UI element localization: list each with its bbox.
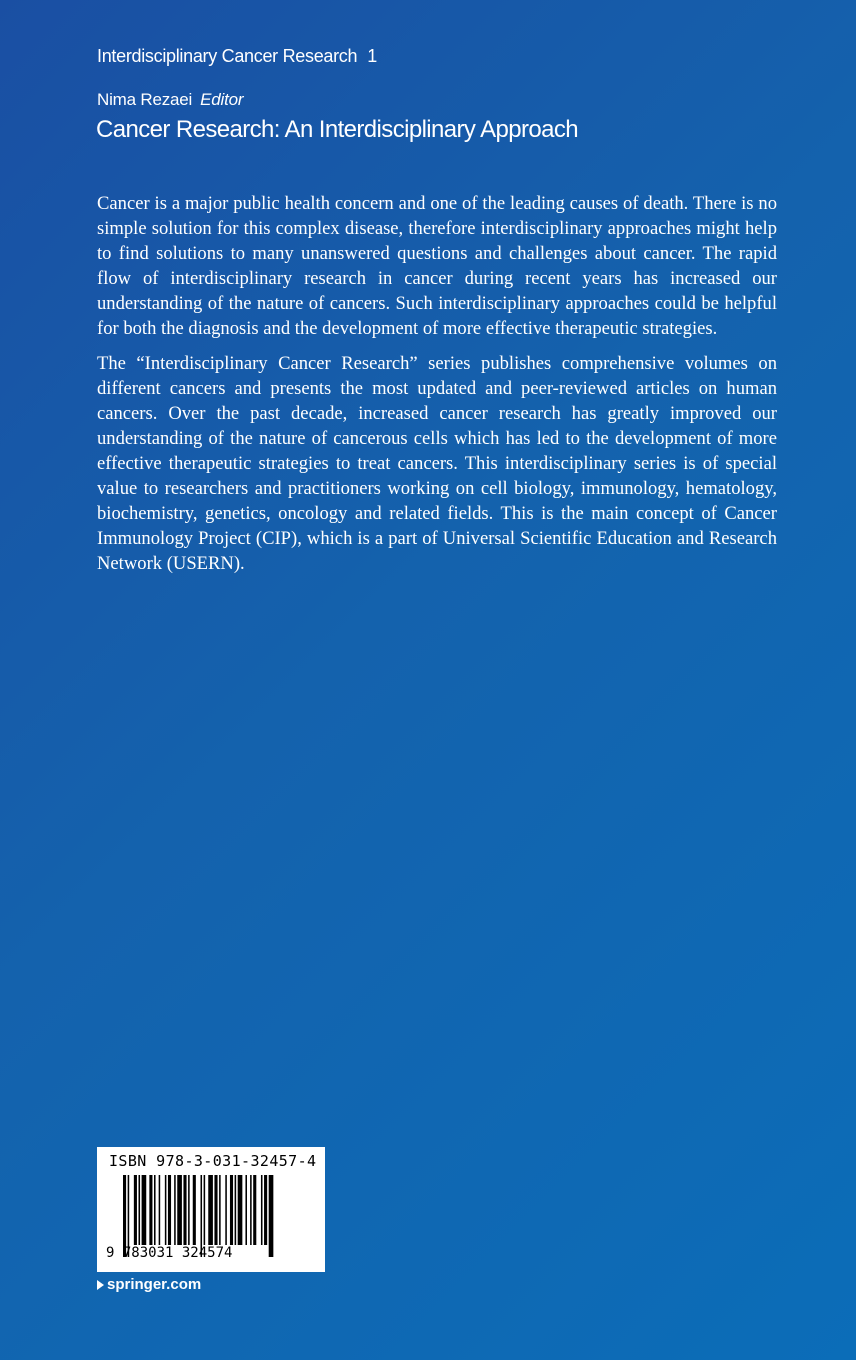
series-title (97, 46, 377, 67)
barcode-bar (139, 1175, 141, 1245)
barcode-bar (142, 1175, 147, 1245)
description-paragraph-1: Cancer is a major public health concern and one of the leading causes of death. There is no simple solution for this complex disease, therefore interdisciplinary approaches might help to find solutions to many unanswered questions and challenges about cancer. The rapid flow of interdisciplinary research in cancer during recent years has increased our understanding of the nature of cancers. Such interdisciplinary approaches could be helpful for both the diagnosis and the development of more effective therapeutic strategies. (97, 193, 777, 339)
barcode-bar (168, 1175, 171, 1245)
barcode-bar (149, 1175, 152, 1245)
barcode-bar (134, 1175, 137, 1245)
description-paragraph-2: The “Interdisciplinary Cancer Research” series publishes comprehensive volumes on different cancers and presents the most updated and peer-reviewed articles on human cancers. Over the past decade, increased cancer research has greatly improved our understanding of the nature of cancerous cells which has led to the development of more effective therapeutic strategies to treat cancers. This interdisciplinary series is of special value to researchers and practitioners working on cell biology, immunology, hematology, biochemistry, genetics, oncology and related fields. This is the main concept of Cancer Immunology Project (CIP), which is a part of Universal Scientific Education and Research Network (USERN). (97, 353, 777, 574)
isbn-label: ISBN 978-3-031-32457-4 (109, 1152, 317, 1170)
barcode-bar (204, 1175, 206, 1245)
editor-line (97, 90, 243, 110)
book-description (97, 191, 777, 586)
barcode-bar (154, 1175, 156, 1245)
barcode-bar (159, 1175, 161, 1245)
barcode-bar (238, 1175, 243, 1245)
barcode-bar (253, 1175, 256, 1245)
barcode-bar (177, 1175, 182, 1245)
barcode-bar (208, 1175, 213, 1245)
barcode-bar (261, 1175, 263, 1245)
barcode-bar (188, 1175, 190, 1245)
series-number: 1 (367, 46, 377, 66)
barcode-bar (230, 1175, 233, 1245)
barcode-bar (183, 1175, 186, 1245)
barcode-bar (225, 1175, 227, 1245)
barcode-bar (193, 1175, 196, 1245)
barcode-bar (174, 1175, 176, 1245)
editor-role: Editor (200, 90, 244, 109)
editor-name: Nima Rezaei (97, 90, 193, 109)
barcode-bar (219, 1175, 221, 1245)
isbn-barcode (97, 1147, 325, 1272)
publisher-website-link[interactable] (97, 1276, 201, 1293)
triangle-right-icon (97, 1280, 104, 1290)
publisher-website-label: springer.com (107, 1276, 202, 1293)
barcode-digits: 9 783031 324574 (106, 1245, 233, 1261)
barcode-bar (235, 1175, 237, 1245)
book-title: Cancer Research: An Interdisciplinary Approach (96, 116, 579, 143)
barcode-bar (264, 1175, 267, 1245)
barcode-bar (214, 1175, 217, 1245)
series-name: Interdisciplinary Cancer Research (97, 46, 358, 66)
barcode-bar (245, 1175, 247, 1245)
barcode-bar (269, 1175, 274, 1257)
barcode-bar (165, 1175, 167, 1245)
barcode-bar (250, 1175, 252, 1245)
